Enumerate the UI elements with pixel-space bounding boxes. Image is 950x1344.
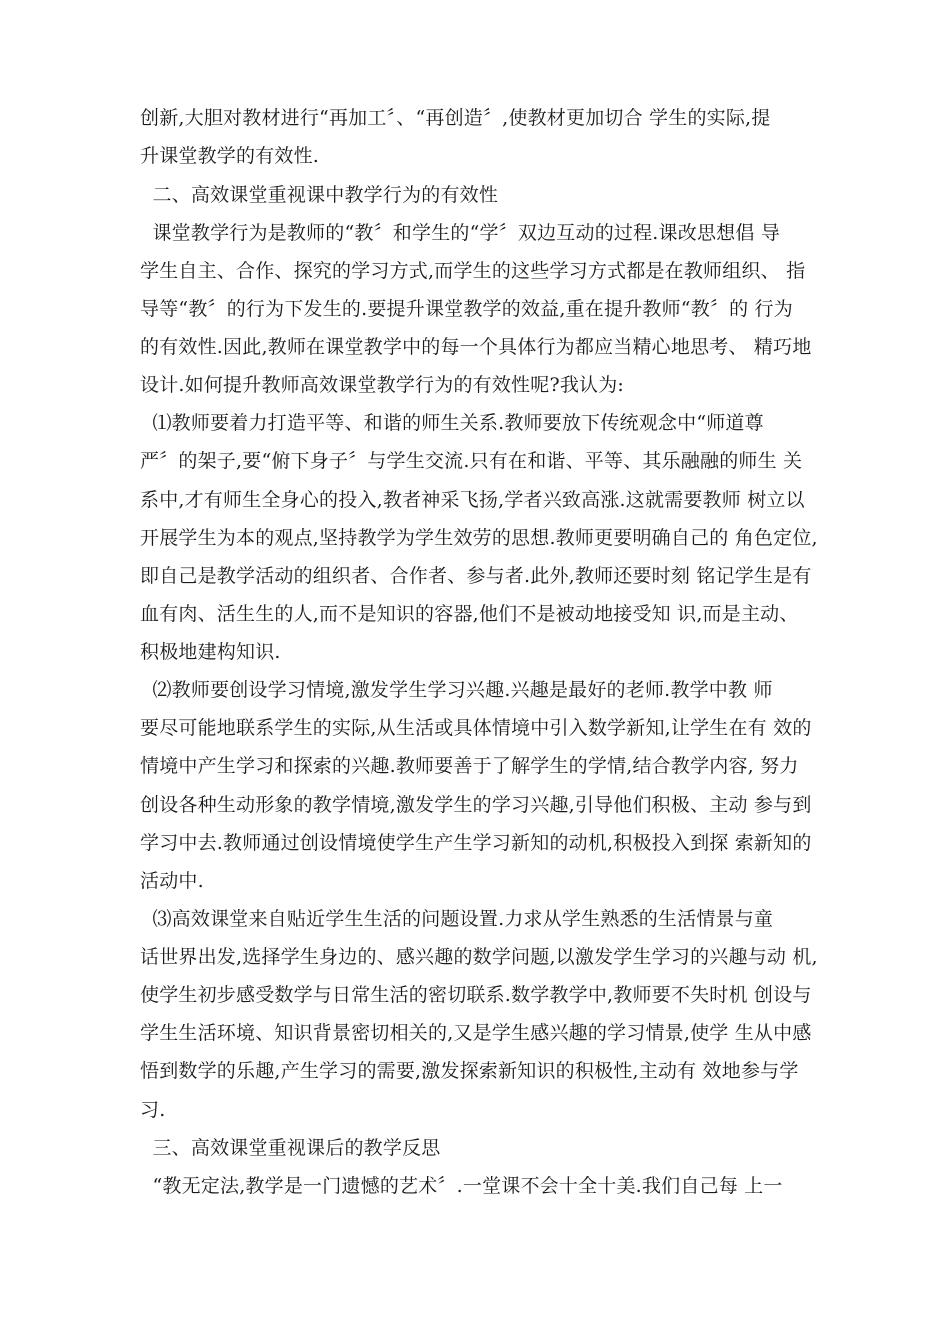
section-heading: 二、高效课堂重视课中教学行为的有效性: [140, 184, 499, 206]
text-line: 要尽可能地联系学生的实际,从生活或具体情境中引入数学新知,让学生在有 效的: [140, 717, 812, 739]
text-line: 导等“教〞的行为下发生的.要提升课堂教学的效益,重在提升教师“教〞的 行为: [140, 298, 793, 320]
text-line: 情境中产生学习和探索的兴趣.教师要善于了解学生的学情,结合教学内容, 努力: [140, 755, 799, 777]
text-line: 学生自主、合作、探究的学习方式,而学生的这些学习方式都是在教师组织、 指: [140, 260, 806, 282]
text-line: ⑶高效课堂来自贴近学生生活的问题设置.力求从学生熟悉的生活情景与童: [140, 908, 774, 930]
text-line: 习.: [140, 1099, 166, 1121]
text-line: ⑵教师要创设学习情境,激发学生学习兴趣.兴趣是最好的老师.教学中教 师: [140, 679, 773, 701]
text-line: 开展学生为本的观点,坚持教学为学生效劳的思想.教师更要明确自己的 角色定位,: [140, 527, 818, 549]
text-line: 设计.如何提升教师高效课堂教学行为的有效性呢?我认为:: [140, 374, 625, 396]
text-line: 学习中去.教师通过创设情境使学生产生学习新知的动机,积极投入到探 索新知的: [140, 832, 812, 854]
text-line: “教无定法,教学是一门遗憾的艺术〞.一堂课不会十全十美.我们自己每 上一: [140, 1175, 783, 1197]
text-line: 积极地建构知识.: [140, 641, 281, 663]
text-line: 学生生活环境、知识背景密切相关的,又是学生感兴趣的学习情景,使学 生从中感: [140, 1022, 812, 1044]
text-line: 课堂教学行为是教师的“教〞和学生的“学〞双边互动的过程.课改思想倡 导: [140, 222, 780, 244]
text-line: 升课堂教学的有效性.: [140, 145, 320, 167]
text-line: 系中,才有师生全身心的投入,教者神采飞扬,学者兴致高涨.这就需要教师 树立以: [140, 489, 805, 511]
section-heading: 三、高效课堂重视课后的教学反思: [140, 1137, 441, 1159]
text-line: 创设各种生动形象的教学情境,激发学生的学习兴趣,引导他们积极、主动 参与到: [140, 794, 812, 816]
text-line: 创新,大胆对教材进行“再加工〞、“再创造〞,使教材更加切合 学生的实际,提: [140, 107, 771, 129]
text-line: 话世界出发,选择学生身边的、感兴趣的数学问题,以激发学生学习的兴趣与动 机,: [140, 946, 818, 968]
text-line: 严〞的架子,要“俯下身子〞与学生交流.只有在和谐、平等、其乐融融的师生 关: [140, 450, 803, 472]
text-line: 使学生初步感受数学与日常生活的密切联系.数学教学中,教师要不失时机 创设与: [140, 984, 812, 1006]
text-line: 即自己是教学活动的组织者、合作者、参与者.此外,教师还要时刻 铭记学生是有: [140, 565, 812, 587]
text-line: 血有肉、活生生的人,而不是知识的容器,他们不是被动地接受知 识,而是主动、: [140, 603, 799, 625]
text-line: 的有效性.因此,教师在课堂教学中的每一个具体行为都应当精心地思考、 精巧地: [140, 336, 812, 358]
text-line: 活动中.: [140, 870, 204, 892]
text-line: 悟到数学的乐趣,产生学习的需要,激发探索新知识的积极性,主动有 效地参与学: [140, 1060, 799, 1082]
text-line: ⑴教师要着力打造平等、和谐的师生关系.教师要放下传统观念中“师道尊: [140, 412, 764, 434]
